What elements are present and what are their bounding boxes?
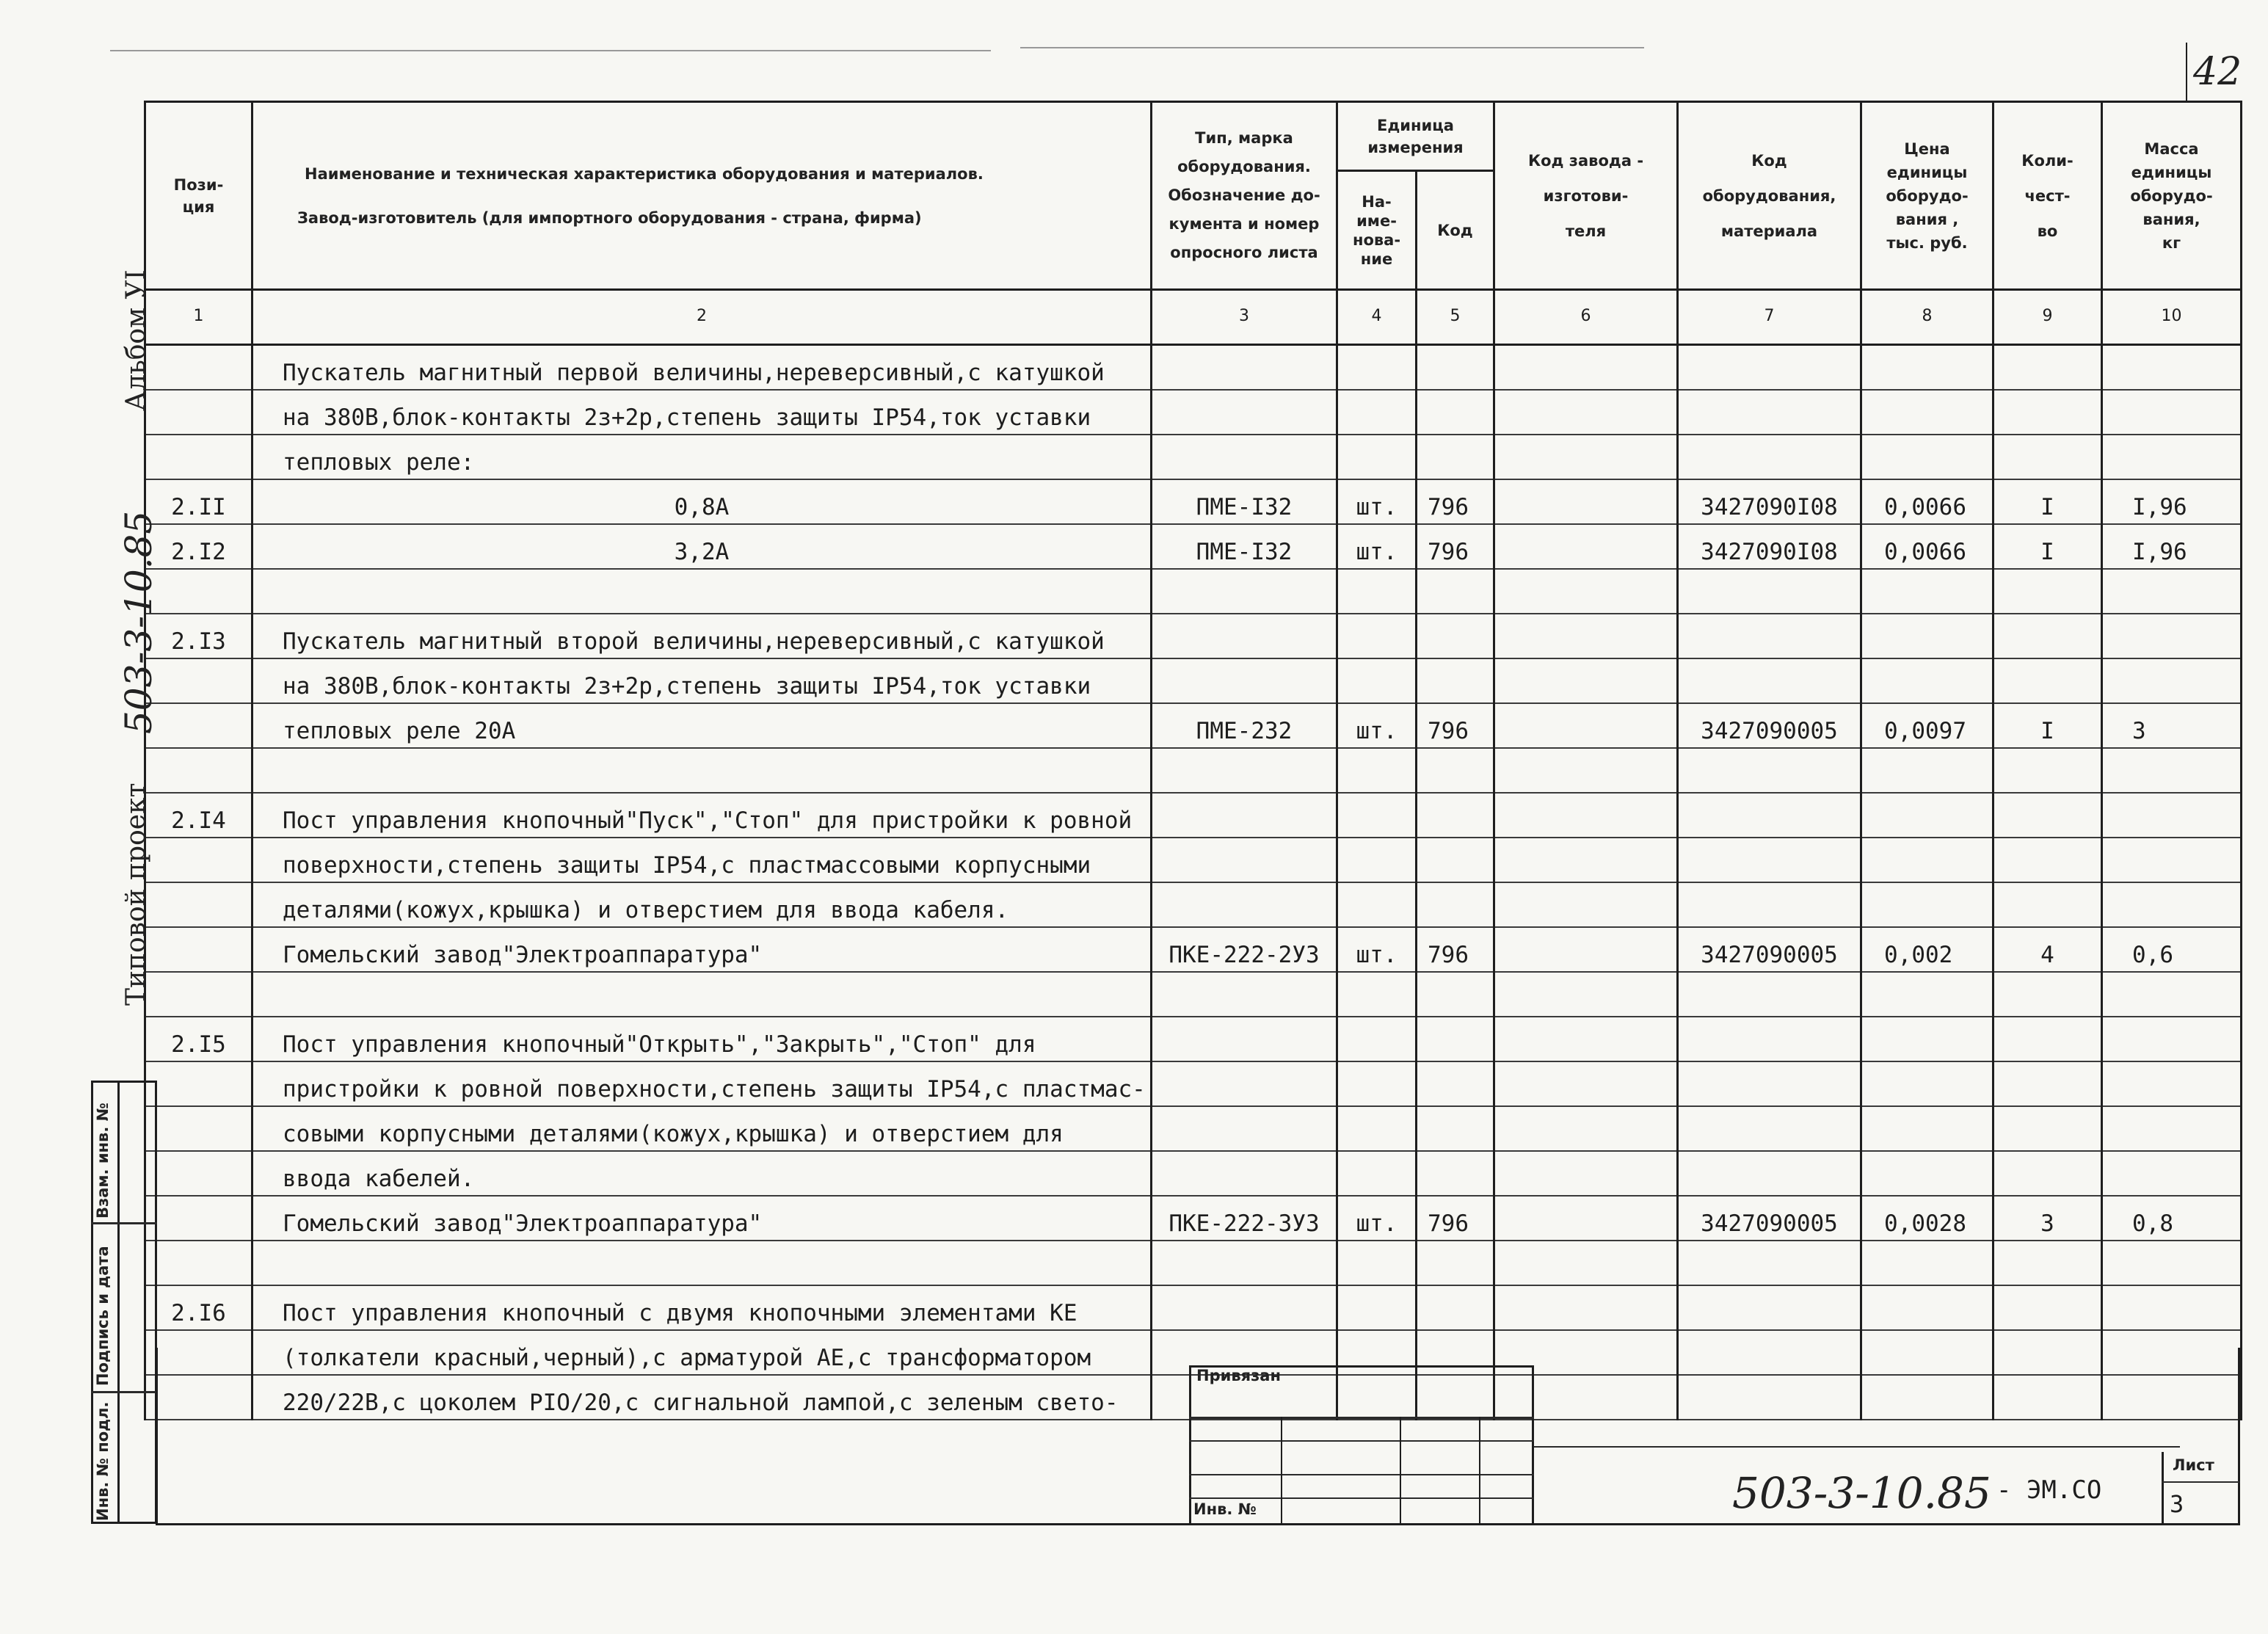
equipment-code-cell — [1678, 748, 1861, 793]
header-factory-code: Код завода - изготови- теля — [1494, 102, 1678, 290]
album-label: Альбом УI — [121, 269, 151, 411]
unit-cell — [1337, 390, 1417, 435]
price-cell — [1861, 793, 1993, 838]
price-cell — [1861, 569, 1993, 614]
column-number: 5 — [1417, 290, 1494, 345]
header-unit-code: Код — [1417, 171, 1494, 290]
position-cell: 2.I5 — [145, 1017, 252, 1061]
position-cell: 2.I6 — [145, 1285, 252, 1330]
unit-cell — [1337, 569, 1417, 614]
type-cell — [1152, 748, 1337, 793]
price-cell — [1861, 1106, 1993, 1151]
position-cell: 2.I2 — [145, 524, 252, 569]
type-cell — [1152, 1285, 1337, 1330]
unit-code-cell — [1417, 435, 1494, 479]
stamp-divider — [1400, 1417, 1401, 1525]
price-cell — [1861, 748, 1993, 793]
unit-code-cell — [1417, 1285, 1494, 1330]
type-cell — [1152, 614, 1337, 658]
factory-code-cell — [1494, 748, 1678, 793]
table-row — [145, 524, 2242, 569]
quantity-cell — [1993, 1241, 2102, 1285]
vzam-inv-label: Взам. инв. № — [94, 1103, 112, 1219]
unit-cell: шт. — [1337, 524, 1417, 569]
factory-code-cell — [1494, 1241, 1678, 1285]
equipment-code-cell — [1678, 390, 1861, 435]
unit-code-cell: 796 — [1417, 703, 1494, 748]
equipment-code-cell — [1678, 1285, 1861, 1330]
table-row — [145, 569, 2242, 614]
factory-code-cell — [1494, 524, 1678, 569]
unit-cell — [1337, 1151, 1417, 1196]
unit-cell: шт. — [1337, 703, 1417, 748]
mass-cell: 3 — [2102, 703, 2242, 748]
unit-code-cell — [1417, 569, 1494, 614]
factory-code-cell — [1494, 1017, 1678, 1061]
price-cell — [1861, 614, 1993, 658]
type-cell — [1152, 972, 1337, 1017]
description-cell: Пост управления кнопочный"Пуск","Стоп" для пристройки к ровной — [252, 793, 1152, 838]
position-cell — [145, 390, 252, 435]
header-unit-name: На- име- нова- ние — [1337, 171, 1417, 290]
table-row — [145, 882, 2242, 927]
type-cell — [1152, 658, 1337, 703]
unit-cell — [1337, 793, 1417, 838]
equipment-code-cell — [1678, 1061, 1861, 1106]
unit-code-cell: 796 — [1417, 524, 1494, 569]
unit-code-cell — [1417, 1017, 1494, 1061]
description-cell: 220/22В,с цоколем PIO/20,с сигнальной лампой,с зеленым свето- — [252, 1375, 1152, 1420]
table-row — [145, 614, 2242, 658]
sign-date-label: Подпись и дата — [94, 1246, 112, 1386]
mass-cell — [2102, 972, 2242, 1017]
type-cell — [1152, 838, 1337, 882]
description-cell: 0,8А — [252, 479, 1152, 524]
header-type: Тип, марка оборудования. Обозначение до- кумента и номер опросного листа — [1152, 102, 1337, 290]
stamp-attached-label: Привязан — [1196, 1367, 1281, 1384]
unit-cell — [1337, 1061, 1417, 1106]
position-cell — [145, 569, 252, 614]
type-cell: ПМЕ-232 — [1152, 703, 1337, 748]
unit-cell — [1337, 345, 1417, 391]
factory-code-cell — [1494, 927, 1678, 972]
column-number: 4 — [1337, 290, 1417, 345]
top-rule-2 — [1020, 47, 1644, 48]
quantity-cell — [1993, 838, 2102, 882]
unit-cell — [1337, 435, 1417, 479]
mass-cell — [2102, 569, 2242, 614]
equipment-code-cell — [1678, 838, 1861, 882]
stamp-line — [1189, 1497, 1534, 1499]
unit-code-cell — [1417, 345, 1494, 391]
unit-cell — [1337, 882, 1417, 927]
header-mass: Масса единицы оборудо- вания, кг — [2102, 102, 2242, 290]
header-quantity: Коли- чест- во — [1993, 102, 2102, 290]
equipment-code-cell: 3427090I08 — [1678, 479, 1861, 524]
description-cell: совыми корпусными деталями(кожух,крышка) и отверстием для — [252, 1106, 1152, 1151]
document-code: 503-3-10.85 — [1732, 1468, 1991, 1518]
header-price: Цена единицы оборудо- вания , тыс. руб. — [1861, 102, 1993, 290]
sheet-box-line — [2162, 1481, 2240, 1483]
description-cell: Пост управления кнопочный"Открыть","Закрыть","Стоп" для — [252, 1017, 1152, 1061]
type-cell — [1152, 793, 1337, 838]
mass-cell — [2102, 435, 2242, 479]
top-rule — [110, 50, 991, 51]
position-cell — [145, 1196, 252, 1241]
factory-code-cell — [1494, 345, 1678, 391]
factory-code-cell — [1494, 1061, 1678, 1106]
column-number: 6 — [1494, 290, 1678, 345]
column-number: 9 — [1993, 290, 2102, 345]
header-description — [252, 102, 1152, 290]
description-cell: Гомельский завод"Электроаппаратура" — [252, 927, 1152, 972]
quantity-cell — [1993, 614, 2102, 658]
table-row — [145, 1061, 2242, 1106]
mass-cell — [2102, 882, 2242, 927]
factory-code-cell — [1494, 1106, 1678, 1151]
unit-code-cell: 796 — [1417, 479, 1494, 524]
factory-code-cell — [1494, 882, 1678, 927]
factory-code-cell — [1494, 703, 1678, 748]
position-cell — [145, 703, 252, 748]
table-row — [145, 345, 2242, 391]
factory-code-cell — [1494, 479, 1678, 524]
quantity-cell — [1993, 793, 2102, 838]
mass-cell — [2102, 1241, 2242, 1285]
project-code-vertical: 503-3-10.85 — [117, 510, 160, 734]
mass-cell — [2102, 748, 2242, 793]
type-cell — [1152, 1106, 1337, 1151]
equipment-code-cell — [1678, 793, 1861, 838]
factory-code-cell — [1494, 658, 1678, 703]
unit-cell — [1337, 1017, 1417, 1061]
sheet-label: Лист — [2173, 1456, 2214, 1474]
header-equipment-code: Код оборудования, материала — [1678, 102, 1861, 290]
table-row — [145, 748, 2242, 793]
factory-code-cell — [1494, 435, 1678, 479]
quantity-cell — [1993, 1061, 2102, 1106]
table-row — [145, 479, 2242, 524]
header-position: Пози- ция — [145, 102, 252, 290]
equipment-code-cell — [1678, 614, 1861, 658]
position-cell — [145, 1151, 252, 1196]
quantity-cell — [1993, 1017, 2102, 1061]
unit-code-cell — [1417, 1061, 1494, 1106]
mass-cell — [2102, 1017, 2242, 1061]
unit-code-cell — [1417, 390, 1494, 435]
quantity-cell — [1993, 1285, 2102, 1330]
table-row — [145, 838, 2242, 882]
type-cell — [1152, 1061, 1337, 1106]
description-cell: тепловых реле 20А — [252, 703, 1152, 748]
mass-cell — [2102, 658, 2242, 703]
table-row — [145, 1196, 2242, 1241]
description-cell: ввода кабелей. — [252, 1151, 1152, 1196]
quantity-cell: 4 — [1993, 927, 2102, 972]
doc-code-rule — [1534, 1446, 2180, 1448]
equipment-code-cell — [1678, 1241, 1861, 1285]
position-cell — [145, 345, 252, 391]
type-cell: ПКЕ-222-2УЗ — [1152, 927, 1337, 972]
quantity-cell — [1993, 1106, 2102, 1151]
unit-code-cell — [1417, 793, 1494, 838]
unit-cell — [1337, 1106, 1417, 1151]
specification-table — [144, 101, 2242, 1420]
factory-code-cell — [1494, 838, 1678, 882]
price-cell: 0,0066 — [1861, 524, 1993, 569]
description-cell: поверхности,степень защиты IP54,с пластмассовыми корпусными — [252, 838, 1152, 882]
position-cell — [145, 882, 252, 927]
table-row — [145, 435, 2242, 479]
price-cell: 0,002 — [1861, 927, 1993, 972]
unit-code-cell — [1417, 838, 1494, 882]
price-cell — [1861, 435, 1993, 479]
sheet-number: 3 — [2170, 1490, 2184, 1518]
column-number: 2 — [252, 290, 1152, 345]
header-description-line2: Завод-изготовитель (для импортного оборудования - страна, фирма) — [297, 208, 922, 227]
description-cell: Пускатель магнитный второй величины,нереверсивный,с катушкой — [252, 614, 1152, 658]
quantity-cell — [1993, 748, 2102, 793]
factory-code-cell — [1494, 1196, 1678, 1241]
equipment-code-cell — [1678, 435, 1861, 479]
mass-cell: I,96 — [2102, 524, 2242, 569]
quantity-cell — [1993, 345, 2102, 391]
quantity-cell — [1993, 569, 2102, 614]
price-cell — [1861, 1241, 1993, 1285]
stamp-divider — [1479, 1417, 1480, 1525]
unit-cell — [1337, 658, 1417, 703]
description-cell: (толкатели красный,черный),с арматурой АЕ,с трансформатором — [252, 1330, 1152, 1375]
mass-cell — [2102, 390, 2242, 435]
unit-code-cell — [1417, 1106, 1494, 1151]
quantity-cell: I — [1993, 524, 2102, 569]
position-cell — [145, 972, 252, 1017]
table-row — [145, 658, 2242, 703]
mass-cell — [2102, 614, 2242, 658]
inv-num-label: Инв. № подл. — [94, 1401, 112, 1521]
table-row — [145, 1285, 2242, 1330]
unit-code-cell — [1417, 1241, 1494, 1285]
unit-cell — [1337, 838, 1417, 882]
type-cell — [1152, 569, 1337, 614]
type-cell: ПКЕ-222-3УЗ — [1152, 1196, 1337, 1241]
table-row — [145, 972, 2242, 1017]
table-row — [145, 927, 2242, 972]
equipment-code-cell — [1678, 1017, 1861, 1061]
unit-cell — [1337, 614, 1417, 658]
type-cell: ПМЕ-I32 — [1152, 524, 1337, 569]
binding-strip-line — [91, 1391, 157, 1393]
description-cell — [252, 569, 1152, 614]
unit-cell: шт. — [1337, 927, 1417, 972]
mass-cell: I,96 — [2102, 479, 2242, 524]
column-number: 8 — [1861, 290, 1993, 345]
position-cell — [145, 927, 252, 972]
mass-cell — [2102, 838, 2242, 882]
unit-cell: шт. — [1337, 479, 1417, 524]
description-cell: Пост управления кнопочный с двумя кнопочными элементами КЕ — [252, 1285, 1152, 1330]
column-number: 1 — [145, 290, 252, 345]
type-cell: ПМЕ-I32 — [1152, 479, 1337, 524]
price-cell — [1861, 658, 1993, 703]
mass-cell — [2102, 1285, 2242, 1330]
column-number: 10 — [2102, 290, 2242, 345]
type-cell — [1152, 390, 1337, 435]
price-cell — [1861, 972, 1993, 1017]
column-numbers-row — [145, 290, 2242, 345]
position-cell — [145, 658, 252, 703]
column-number: 7 — [1678, 290, 1861, 345]
unit-code-cell — [1417, 614, 1494, 658]
price-cell — [1861, 1061, 1993, 1106]
binding-strip-line — [91, 1222, 157, 1224]
factory-code-cell — [1494, 972, 1678, 1017]
type-cell — [1152, 1241, 1337, 1285]
page-number-divider — [2186, 43, 2187, 101]
unit-cell — [1337, 1285, 1417, 1330]
equipment-code-cell — [1678, 1151, 1861, 1196]
document-code-suffix: - ЭМ.СО — [1996, 1475, 2102, 1505]
unit-code-cell — [1417, 748, 1494, 793]
description-cell: деталями(кожух,крышка) и отверстием для ввода кабеля. — [252, 882, 1152, 927]
quantity-cell: 3 — [1993, 1196, 2102, 1241]
unit-code-cell — [1417, 972, 1494, 1017]
equipment-code-cell — [1678, 658, 1861, 703]
quantity-cell — [1993, 1151, 2102, 1196]
description-cell: на 380В,блок-контакты 2з+2р,степень защиты IP54,ток уставки — [252, 658, 1152, 703]
unit-cell — [1337, 1241, 1417, 1285]
typical-project-label: Типовой проект — [121, 782, 151, 1006]
factory-code-cell — [1494, 569, 1678, 614]
mass-cell: 0,6 — [2102, 927, 2242, 972]
table-row — [145, 1106, 2242, 1151]
description-cell: тепловых реле: — [252, 435, 1152, 479]
unit-cell — [1337, 972, 1417, 1017]
stamp-line — [1189, 1417, 1534, 1419]
mass-cell — [2102, 1061, 2242, 1106]
unit-code-cell: 796 — [1417, 927, 1494, 972]
price-cell: 0,0028 — [1861, 1196, 1993, 1241]
type-cell — [1152, 1017, 1337, 1061]
factory-code-cell — [1494, 1151, 1678, 1196]
quantity-cell — [1993, 435, 2102, 479]
price-cell: 0,0097 — [1861, 703, 1993, 748]
mass-cell — [2102, 793, 2242, 838]
equipment-code-cell: 3427090I08 — [1678, 524, 1861, 569]
price-cell — [1861, 1285, 1993, 1330]
quantity-cell — [1993, 658, 2102, 703]
price-cell — [1861, 390, 1993, 435]
equipment-code-cell — [1678, 569, 1861, 614]
header-unit-group: Единица измерения — [1337, 102, 1494, 171]
type-cell — [1152, 435, 1337, 479]
equipment-code-cell: 3427090005 — [1678, 1196, 1861, 1241]
quantity-cell — [1993, 972, 2102, 1017]
description-cell — [252, 972, 1152, 1017]
quantity-cell: I — [1993, 703, 2102, 748]
equipment-code-cell: 3427090005 — [1678, 927, 1861, 972]
price-cell — [1861, 1017, 1993, 1061]
unit-code-cell — [1417, 1151, 1494, 1196]
mass-cell: 0,8 — [2102, 1196, 2242, 1241]
equipment-code-cell — [1678, 345, 1861, 391]
description-cell: пристройки к ровной поверхности,степень защиты IP54,с пластмас- — [252, 1061, 1152, 1106]
position-cell — [145, 838, 252, 882]
table-row — [145, 703, 2242, 748]
table-row — [145, 1151, 2242, 1196]
mass-cell — [2102, 345, 2242, 391]
factory-code-cell — [1494, 793, 1678, 838]
price-cell: 0,0066 — [1861, 479, 1993, 524]
equipment-code-cell — [1678, 972, 1861, 1017]
table-row — [145, 1241, 2242, 1285]
description-cell — [252, 1241, 1152, 1285]
position-cell — [145, 748, 252, 793]
table-row — [145, 1017, 2242, 1061]
binding-strip-divider — [117, 1081, 120, 1524]
position-cell — [145, 1241, 252, 1285]
type-cell — [1152, 882, 1337, 927]
equipment-code-cell: 3427090005 — [1678, 703, 1861, 748]
position-cell — [145, 1106, 252, 1151]
position-cell: 2.II — [145, 479, 252, 524]
header-description-line1: Наименование и техническая характеристика оборудования и материалов. — [305, 164, 984, 183]
factory-code-cell — [1494, 1285, 1678, 1330]
unit-cell — [1337, 748, 1417, 793]
column-number: 3 — [1152, 290, 1337, 345]
price-cell — [1861, 345, 1993, 391]
description-cell: 3,2А — [252, 524, 1152, 569]
unit-code-cell — [1417, 658, 1494, 703]
table-row — [145, 390, 2242, 435]
price-cell — [1861, 882, 1993, 927]
stamp-inv-label: Инв. № — [1193, 1500, 1257, 1518]
factory-code-cell — [1494, 390, 1678, 435]
quantity-cell: I — [1993, 479, 2102, 524]
mass-cell — [2102, 1151, 2242, 1196]
price-cell — [1861, 1151, 1993, 1196]
table-row — [145, 793, 2242, 838]
description-cell: на 380В,блок-контакты 2з+2р,степень защиты IP54,ток уставки — [252, 390, 1152, 435]
stamp-line — [1189, 1440, 1534, 1442]
price-cell — [1861, 838, 1993, 882]
equipment-code-cell — [1678, 1106, 1861, 1151]
factory-code-cell — [1494, 614, 1678, 658]
position-cell — [145, 435, 252, 479]
equipment-code-cell — [1678, 882, 1861, 927]
quantity-cell — [1993, 390, 2102, 435]
unit-cell: шт. — [1337, 1196, 1417, 1241]
stamp-divider — [1281, 1417, 1282, 1525]
quantity-cell — [1993, 882, 2102, 927]
unit-code-cell — [1417, 882, 1494, 927]
description-cell: Гомельский завод"Электроаппаратура" — [252, 1196, 1152, 1241]
position-cell: 2.I3 — [145, 614, 252, 658]
position-cell: 2.I4 — [145, 793, 252, 838]
type-cell — [1152, 1151, 1337, 1196]
description-cell — [252, 748, 1152, 793]
type-cell — [1152, 345, 1337, 391]
description-cell: Пускатель магнитный первой величины,нереверсивный,с катушкой — [252, 345, 1152, 391]
mass-cell — [2102, 1106, 2242, 1151]
position-cell — [145, 1061, 252, 1106]
page-number: 42 — [2193, 50, 2242, 94]
stamp-line — [1189, 1474, 1534, 1475]
unit-code-cell: 796 — [1417, 1196, 1494, 1241]
